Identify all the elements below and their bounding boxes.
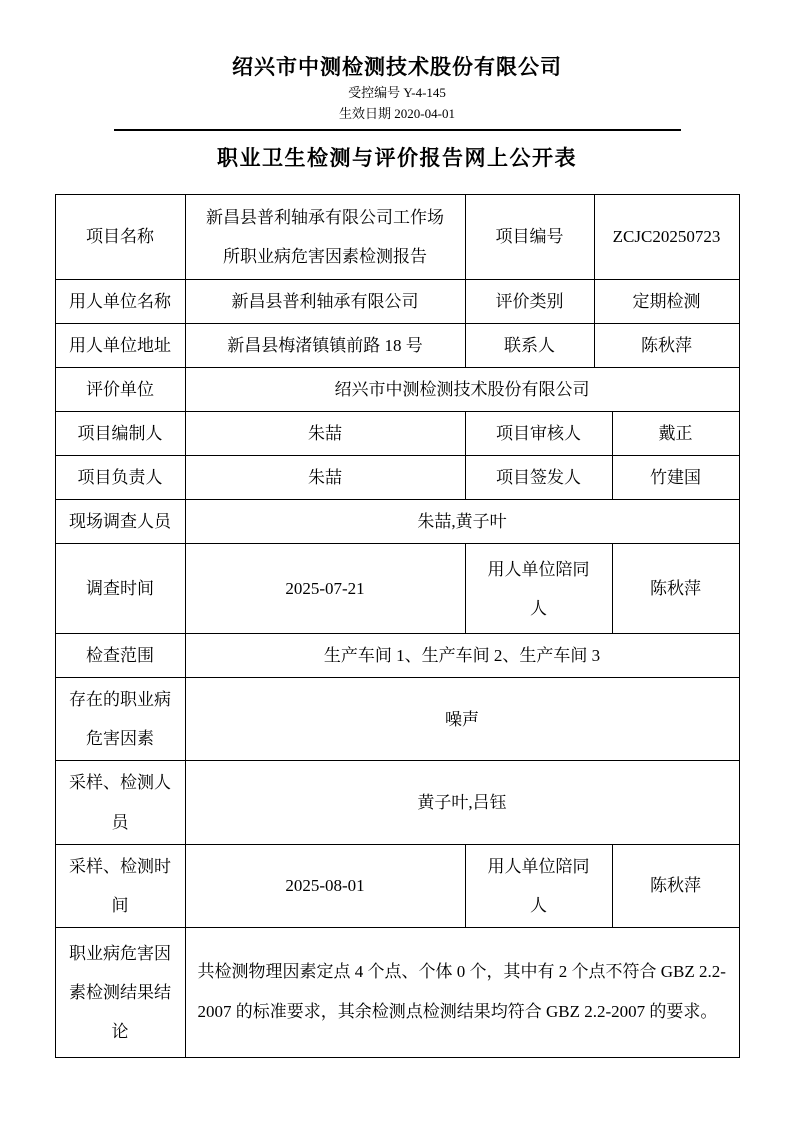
table-row-sampling-date xyxy=(56,845,739,928)
survey-date-label: 调查时间 xyxy=(56,544,186,633)
table-row-sampling-staff xyxy=(56,761,739,844)
evaluation-type-value: 定期检测 xyxy=(632,291,701,311)
issuer-label: 项目签发人 xyxy=(466,456,613,499)
employer-address-value: 新昌县梅渚镇镇前路 18 号 xyxy=(186,324,466,367)
hazard-factors-label: 存在的职业病危害因素 xyxy=(56,678,186,760)
site-survey-staff-value: 朱喆,黄子叶 xyxy=(417,512,507,532)
conclusion-value: 共检测物理因素定点 4 个点、个体 0 个，其中有 2 个点不符合 GBZ 2.2-2007 的标准要求，其余检测点检测结果均符合 GBZ 2.2-2007 的要求。 xyxy=(197,962,726,1022)
report-table xyxy=(55,194,740,1058)
evaluation-org-label: 评价单位 xyxy=(56,368,186,411)
project-number-value: ZCJC20250723 xyxy=(612,227,721,247)
employer-escort-value: 陈秋萍 xyxy=(650,579,701,599)
project-leader-value: 朱喆 xyxy=(186,456,466,499)
project-leader-label: 项目负责人 xyxy=(56,456,186,499)
hazard-factors-value: 噪声 xyxy=(445,709,479,729)
employer-escort2-label: 用人单位陪同人 xyxy=(466,845,613,927)
employer-name-value: 新昌县普利轴承有限公司 xyxy=(186,280,466,323)
employer-address-label: 用人单位地址 xyxy=(56,324,186,367)
table-row-compiler xyxy=(56,412,739,456)
effective-date: 生效日期 2020-04-01 xyxy=(339,105,455,121)
project-number-label: 项目编号 xyxy=(466,195,595,279)
table-row-project-leader xyxy=(56,456,739,500)
header-divider xyxy=(114,129,681,131)
contact-person-value: 陈秋萍 xyxy=(641,335,692,355)
project-name-label: 项目名称 xyxy=(56,195,186,279)
compiler-label: 项目编制人 xyxy=(56,412,186,455)
table-row-employer-name xyxy=(56,280,739,324)
table-row-inspection-scope xyxy=(56,634,739,678)
site-survey-staff-label: 现场调查人员 xyxy=(56,500,186,543)
evaluation-org-value: 绍兴市中测检测技术股份有限公司 xyxy=(334,379,590,399)
employer-escort2-value: 陈秋萍 xyxy=(650,876,701,896)
employer-name-label: 用人单位名称 xyxy=(56,280,186,323)
compiler-value: 朱喆 xyxy=(186,412,466,455)
table-row-survey-date xyxy=(56,544,739,634)
table-row-conclusion xyxy=(56,928,739,1057)
project-name-value: 新昌县普利轴承有限公司工作场所职业病危害因素检测报告 xyxy=(186,195,466,279)
sampling-staff-value: 黄子叶,吕钰 xyxy=(417,793,507,813)
company-name: 绍兴市中测检测技术股份有限公司 xyxy=(232,56,562,79)
conclusion-label: 职业病危害因素检测结果结论 xyxy=(56,928,186,1057)
control-number: 受控编号 Y-4-145 xyxy=(348,85,446,101)
contact-person-label: 联系人 xyxy=(466,324,595,367)
form-title: 职业卫生检测与评价报告网上公开表 xyxy=(217,147,577,171)
table-row-evaluation-org xyxy=(56,368,739,412)
table-row-hazard-factors xyxy=(56,678,739,761)
survey-date-value: 2025-07-21 xyxy=(186,544,466,633)
sampling-date-label: 采样、检测时间 xyxy=(56,845,186,927)
inspection-scope-label: 检查范围 xyxy=(56,634,186,677)
reviewer-value: 戴正 xyxy=(658,423,693,443)
issuer-value: 竹建国 xyxy=(650,468,701,488)
table-row-project-name xyxy=(56,195,739,280)
table-row-site-survey-staff xyxy=(56,500,739,544)
table-row-employer-address xyxy=(56,324,739,368)
evaluation-type-label: 评价类别 xyxy=(466,280,595,323)
sampling-staff-label: 采样、检测人员 xyxy=(56,761,186,843)
document-header xyxy=(0,55,794,173)
sampling-date-value: 2025-08-01 xyxy=(186,845,466,927)
reviewer-label: 项目审核人 xyxy=(466,412,613,455)
employer-escort-label: 用人单位陪同人 xyxy=(466,544,613,633)
inspection-scope-value: 生产车间 1、生产车间 2、生产车间 3 xyxy=(323,646,601,666)
